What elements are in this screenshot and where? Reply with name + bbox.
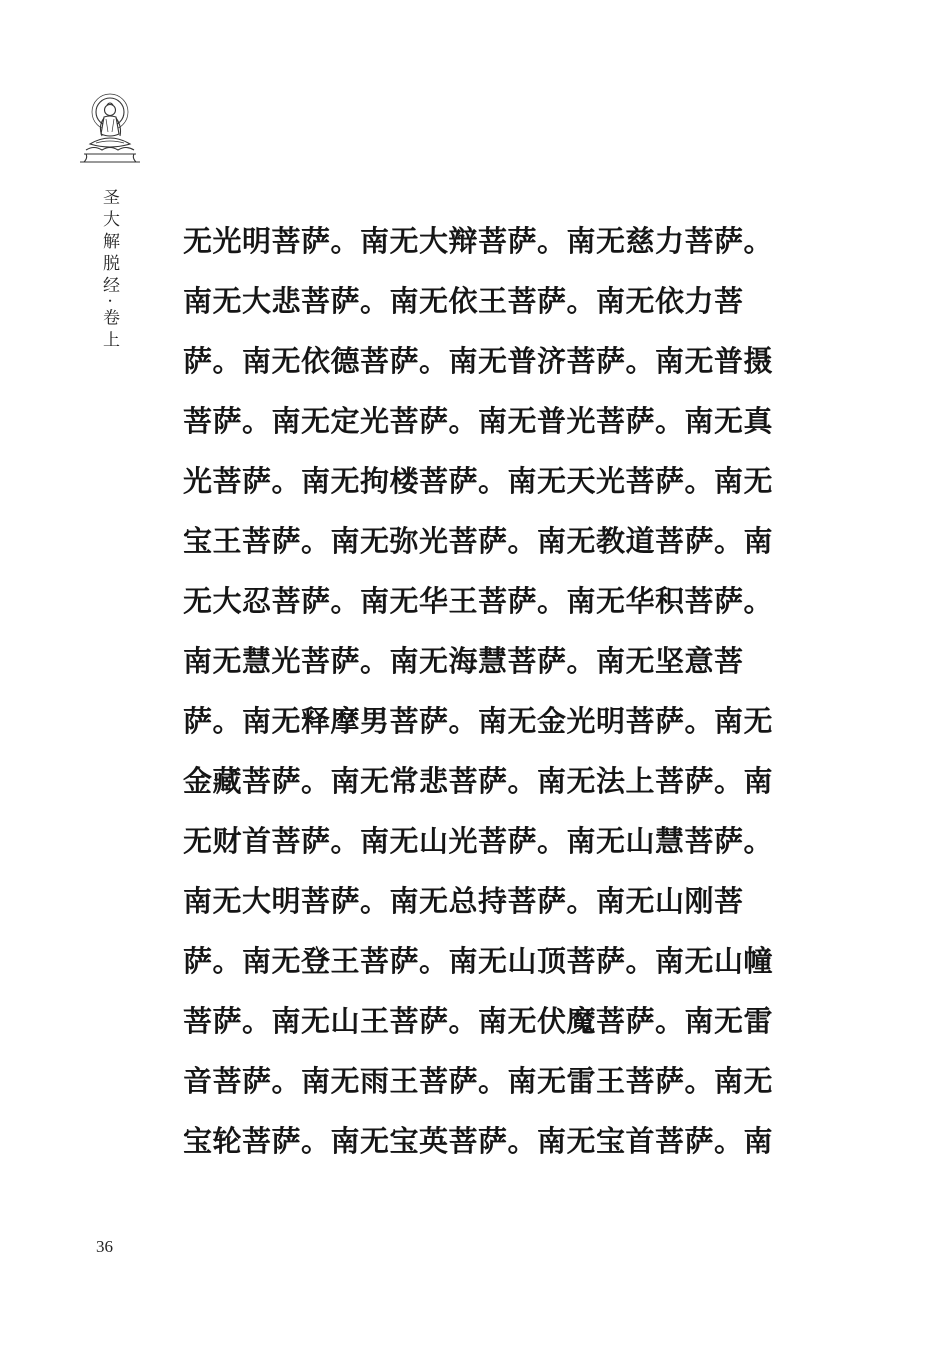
text-line: 无光明菩萨。南无大辩菩萨。南无慈力菩萨。 [183, 224, 774, 258]
text-line: 南无大明菩萨。南无总持菩萨。南无山刚菩 [183, 884, 744, 918]
seated-buddha-icon [76, 90, 144, 168]
text-line: 菩萨。南无山王菩萨。南无伏魔菩萨。南无雷 [183, 1004, 774, 1038]
text-line: 金藏菩萨。南无常悲菩萨。南无法上菩萨。南 [183, 764, 774, 798]
text-line: 无财首菩萨。南无山光菩萨。南无山慧菩萨。 [183, 824, 774, 858]
main-text [183, 216, 783, 1176]
text-line: 萨。南无释摩男菩萨。南无金光明菩萨。南无 [183, 704, 774, 738]
running-title: 圣大解脱经·卷上 [99, 188, 119, 353]
text-line: 南无慧光菩萨。南无海慧菩萨。南无坚意菩 [183, 644, 744, 678]
text-line: 南无大悲菩萨。南无依王菩萨。南无依力菩 [183, 284, 744, 318]
text-line: 萨。南无依德菩萨。南无普济菩萨。南无普摄 [183, 344, 774, 378]
text-line: 光菩萨。南无拘楼菩萨。南无天光菩萨。南无 [183, 464, 774, 498]
text-line: 萨。南无登王菩萨。南无山顶菩萨。南无山幢 [183, 944, 774, 978]
page-number: 36 [96, 1237, 113, 1256]
text-line: 宝王菩萨。南无弥光菩萨。南无教道菩萨。南 [183, 524, 774, 558]
text-line: 无大忍菩萨。南无华王菩萨。南无华积菩萨。 [183, 584, 774, 618]
text-line: 菩萨。南无定光菩萨。南无普光菩萨。南无真 [183, 404, 774, 438]
text-line: 宝轮菩萨。南无宝英菩萨。南无宝首菩萨。南 [183, 1124, 774, 1158]
text-line: 音菩萨。南无雨王菩萨。南无雷王菩萨。南无 [183, 1064, 774, 1098]
